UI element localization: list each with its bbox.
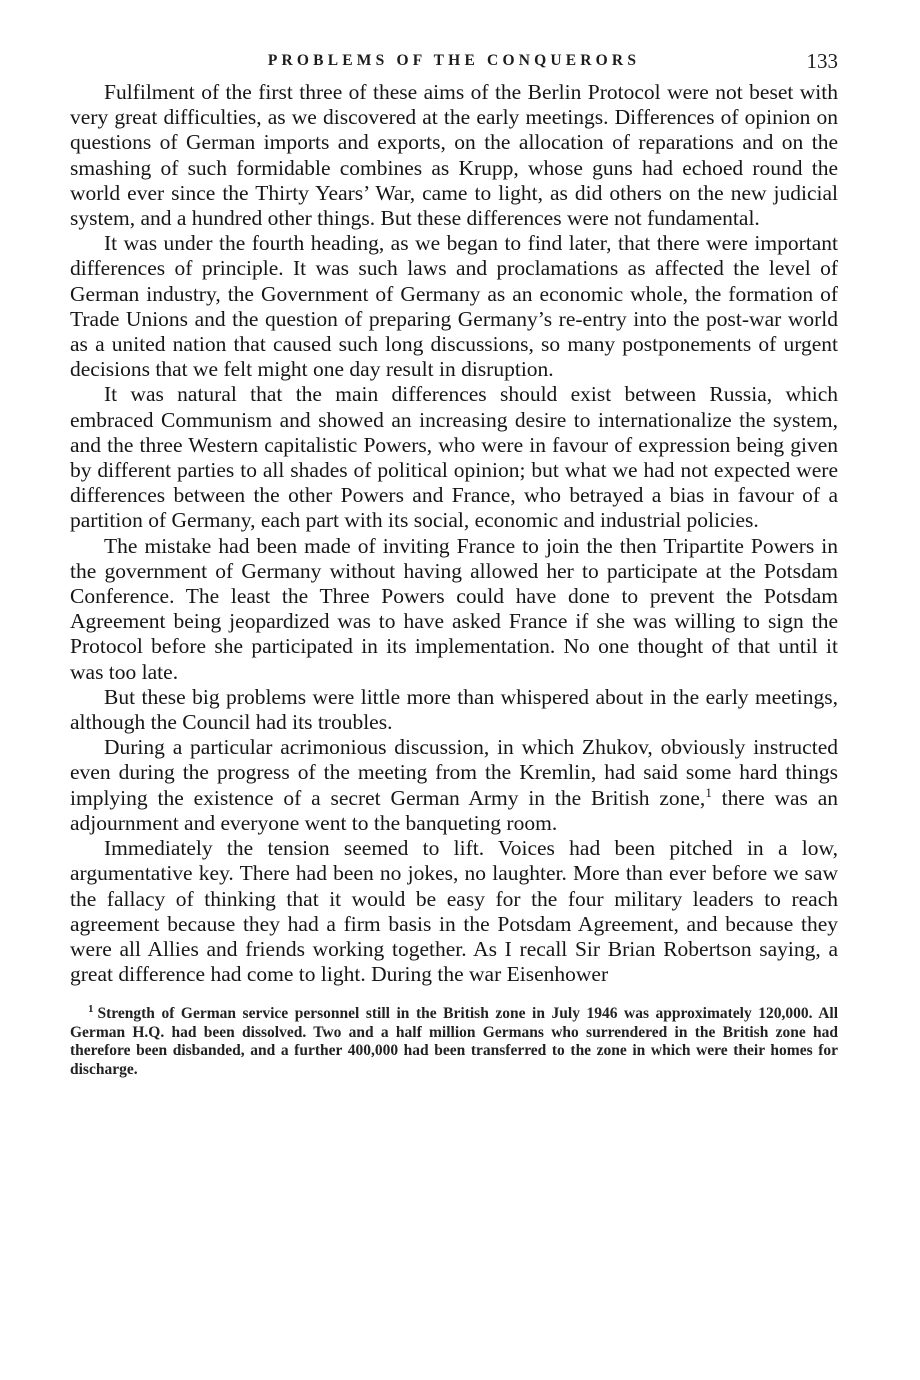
page-number: 133 <box>806 49 838 73</box>
paragraph-1: Fulfilment of the first three of these aims of the Berlin Protocol were not beset with very great difficulties, as we discovered at the early meetings. Differences of opinion on questions of German imports and exports, on the allocation of reparations and on the smashing of such formidable combines as Krupp, whose guns had echoed round the world ever since the Thirty Years’ War, came to light, as did others on the new judicial system, and a hundred other things. But these differences were not fundamental. <box>70 80 838 231</box>
book-page <box>70 46 838 1079</box>
paragraph-6-text: During a particular acrimonious discussion, in which Zhukov, obviously instructed even during the progress of the meeting from the Kremlin, had said some hard things implying the existence of a secret German Army in the British zone, <box>70 735 838 810</box>
paragraph-6 <box>70 735 838 836</box>
paragraph-4: The mistake had been made of inviting France to join the then Tripartite Powers in the government of Germany without having allowed her to participate at the Potsdam Conference. The least the Three Powers could have done to prevent the Potsdam Agreement being jeopardized was to have asked France if she was willing to sign the Protocol before she participated in its implementation. No one thought of that until it was too late. <box>70 533 838 684</box>
footnote-text: Strength of German service personnel still in the British zone in July 1946 was approximately 120,000. All German H.Q. had been dissolved. Two and a half million Germans who surrendered in the British zone had therefore been disbanded, and a further 400,000 had been transferred to the zone in which were their homes for discharge. <box>70 1005 838 1078</box>
body-text <box>70 80 838 987</box>
running-head <box>70 46 838 80</box>
running-title: PROBLEMS OF THE CONQUERORS <box>267 52 641 69</box>
paragraph-5: But these big problems were little more than whispered about in the early meetings, although the Council had its troubles. <box>70 684 838 735</box>
paragraph-6-text-end: there was an adjournment and everyone went to the banqueting room. <box>70 785 838 835</box>
paragraph-7: Immediately the tension seemed to lift. Voices had been pitched in a low, argumentative key. There had been no jokes, no laughter. More than ever before we saw the fallacy of thinking that it would be easy for the four military leaders to reach agreement because they had a firm basis in the Potsdam Agreement, and because they were all Allies and friends working together. As I recall Sir Brian Robertson saying, a great difference had come to light. During the war Eisenhower <box>70 836 838 987</box>
footnote-mark: 1 <box>88 1003 94 1016</box>
footnote <box>70 1005 838 1079</box>
footnote-reference: 1 <box>705 784 712 800</box>
paragraph-2: It was under the fourth heading, as we began to find later, that there were important differences of principle. It was such laws and proclamations as affected the level of German industry, the Government of Germany as an economic whole, the formation of Trade Unions and the question of preparing Germany’s re-entry into the post-war world as a united nation that caused such long discussions, so many postponements of urgent decisions that we felt might one day result in disruption. <box>70 231 838 382</box>
paragraph-3: It was natural that the main differences should exist between Russia, which embraced Communism and showed an increasing desire to internationalize the system, and the three Western capitalistic Powers, who were in favour of expression being given by different parties to all shades of political opinion; but what we had not expected were differences between the other Powers and France, who betrayed a bias in favour of a partition of Germany, each part with its social, economic and industrial policies. <box>70 382 838 533</box>
